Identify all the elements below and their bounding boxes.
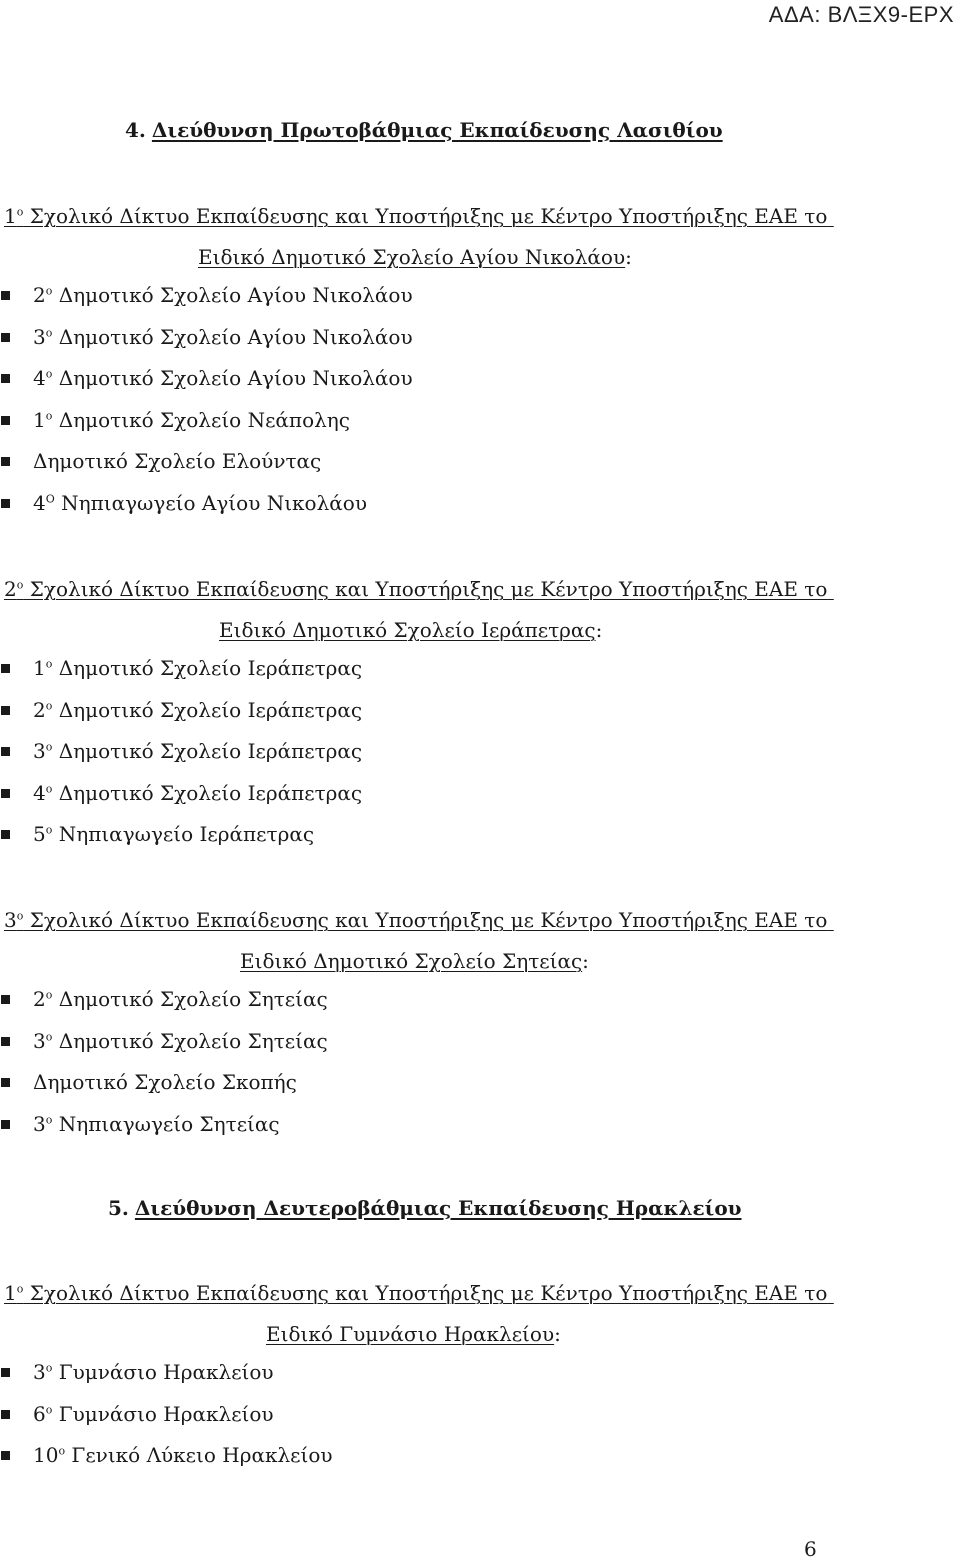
- list-item: $3^o$ Δημοτικό Σχολείο Αγίου Νικολάου: [0, 317, 413, 359]
- square-bullet-icon: [1, 1451, 10, 1460]
- list-item: $1^o$ Δημοτικό Σχολείο Ιεράπετρας: [0, 648, 362, 690]
- list-item: $4^o$ Δημοτικό Σχολείο Ιεράπετρας: [0, 773, 362, 815]
- list-item: Δημοτικό Σχολείο Ελούντας: [0, 441, 413, 483]
- square-bullet-icon: [1, 1120, 10, 1129]
- square-bullet-icon: [1, 1078, 10, 1087]
- ada-code: ΑΔΑ: ΒΛΞΧ9-ΕΡΧ: [768, 2, 954, 27]
- list-item: $3^o$ Δημοτικό Σχολείο Σητείας: [0, 1021, 328, 1063]
- list-item: $2^o$ Δημοτικό Σχολείο Αγίου Νικολάου: [0, 275, 413, 317]
- section-heading: 4. Διεύθυνση Πρωτοβάθμιας Εκπαίδευσης Λασιθίου: [125, 118, 723, 142]
- school-list: [0, 648, 362, 856]
- section-heading: 5. Διεύθυνση Δευτεροβάθμιας Εκπαίδευσης Ηρακλείου: [108, 1196, 742, 1220]
- network-center-school: Ειδικό Δημοτικό Σχολείο Σητείας:: [240, 949, 589, 973]
- square-bullet-icon: [1, 333, 10, 342]
- square-bullet-icon: [1, 747, 10, 756]
- list-item: $3^o$ Δημοτικό Σχολείο Ιεράπετρας: [0, 731, 362, 773]
- square-bullet-icon: [1, 457, 10, 466]
- network-title: $2^o$ Σχολικό Δίκτυο Εκπαίδευσης και Υποστήριξης με Κέντρο Υποστήριξης ΕΑΕ το: [4, 577, 828, 601]
- network-title: $1^o$ Σχολικό Δίκτυο Εκπαίδευσης και Υποστήριξης με Κέντρο Υποστήριξης ΕΑΕ το: [4, 1281, 828, 1305]
- list-item: $6^o$ Γυμνάσιο Ηρακλείου: [0, 1394, 333, 1436]
- school-list: [0, 275, 413, 524]
- square-bullet-icon: [1, 1368, 10, 1377]
- school-list: [0, 1352, 333, 1477]
- network-center-school: Ειδικό Δημοτικό Σχολείο Ιεράπετρας:: [219, 618, 603, 642]
- square-bullet-icon: [1, 416, 10, 425]
- network-center-school: Ειδικό Γυμνάσιο Ηρακλείου:: [266, 1322, 561, 1346]
- network-title: $1^o$ Σχολικό Δίκτυο Εκπαίδευσης και Υποστήριξης με Κέντρο Υποστήριξης ΕΑΕ το: [4, 204, 828, 228]
- square-bullet-icon: [1, 499, 10, 508]
- square-bullet-icon: [1, 706, 10, 715]
- list-item: $3^o$ Νηπιαγωγείο Σητείας: [0, 1104, 328, 1146]
- list-item: $5^o$ Νηπιαγωγείο Ιεράπετρας: [0, 814, 362, 856]
- square-bullet-icon: [1, 374, 10, 383]
- list-item: Δημοτικό Σχολείο Σκοπής: [0, 1062, 328, 1104]
- square-bullet-icon: [1, 830, 10, 839]
- network-center-school: Ειδικό Δημοτικό Σχολείο Αγίου Νικολάου:: [198, 245, 632, 269]
- network-title: $3^o$ Σχολικό Δίκτυο Εκπαίδευσης και Υποστήριξης με Κέντρο Υποστήριξης ΕΑΕ το: [4, 908, 828, 932]
- list-item: $4^O$ Νηπιαγωγείο Αγίου Νικολάου: [0, 483, 413, 525]
- page-number: 6: [804, 1537, 817, 1561]
- square-bullet-icon: [1, 789, 10, 798]
- list-item: $2^o$ Δημοτικό Σχολείο Σητείας: [0, 979, 328, 1021]
- square-bullet-icon: [1, 1410, 10, 1419]
- list-item: $10^o$ Γενικό Λύκειο Ηρακλείου: [0, 1435, 333, 1477]
- square-bullet-icon: [1, 664, 10, 673]
- square-bullet-icon: [1, 995, 10, 1004]
- list-item: $3^o$ Γυμνάσιο Ηρακλείου: [0, 1352, 333, 1394]
- list-item: $4^o$ Δημοτικό Σχολείο Αγίου Νικολάου: [0, 358, 413, 400]
- square-bullet-icon: [1, 1037, 10, 1046]
- list-item: $1^o$ Δημοτικό Σχολείο Νεάπολης: [0, 400, 413, 442]
- square-bullet-icon: [1, 291, 10, 300]
- list-item: $2^o$ Δημοτικό Σχολείο Ιεράπετρας: [0, 690, 362, 732]
- school-list: [0, 979, 328, 1145]
